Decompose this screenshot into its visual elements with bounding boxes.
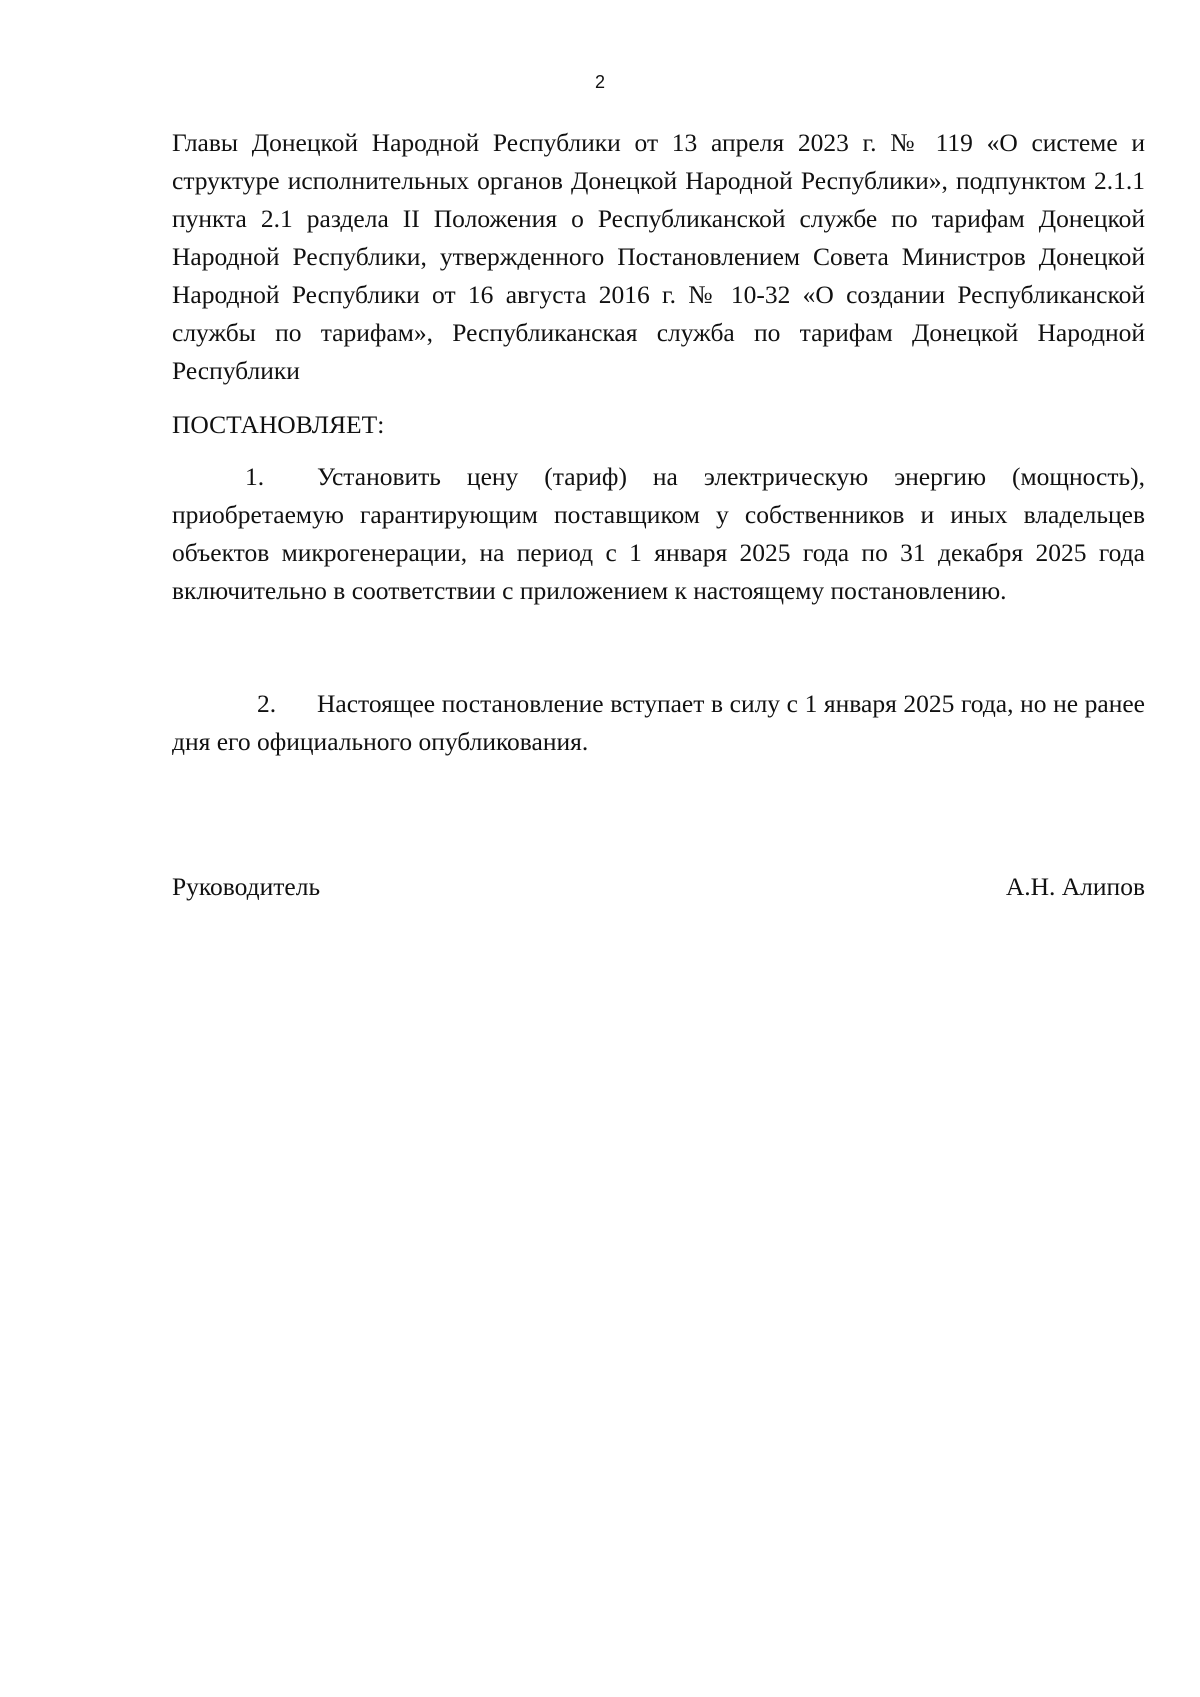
signatory-position: Руководитель xyxy=(172,872,321,901)
item-text: Настоящее постановление вступает в силу с 1 января 2025 года, но не ранее дня его официального опубликования. xyxy=(172,689,1145,756)
page-number: 2 xyxy=(594,72,605,92)
signature-block xyxy=(172,868,1145,906)
decree-item-2 xyxy=(172,685,1145,761)
item-number: 2. xyxy=(257,689,277,718)
decree-item-1 xyxy=(172,458,1145,610)
item-number: 1. xyxy=(245,462,265,491)
item-text: Установить цену (тариф) на электрическую энергию (мощность), приобретаемую гарантирующим поставщиком у собственников и иных владельцев объектов микрогенерации, на период с 1 января 2025 года по 31 декабря 2025 года включительно в соответствии с приложением к настоящему постановлению. xyxy=(172,462,1145,605)
decree-heading: ПОСТАНОВЛЯЕТ: xyxy=(172,410,385,439)
signatory-name: А.Н. Алипов xyxy=(1005,872,1145,901)
preamble-paragraph: Главы Донецкой Народной Республики от 13 апреля 2023 г. № 119 «О системе и структуре исполнительных органов Донецкой Народной Республики», подпунктом 2.1.1 пункта 2.1 раздела II Положения о Республиканской службе по тарифам Донецкой Народной Республики, утвержденного Постановлением Совета Министров Донецкой Народной Республики от 16 августа 2016 г. № 10-32 «О создании Республиканской службы по тарифам», Республиканская служба по тарифам Донецкой Народной Республики xyxy=(172,128,1145,385)
